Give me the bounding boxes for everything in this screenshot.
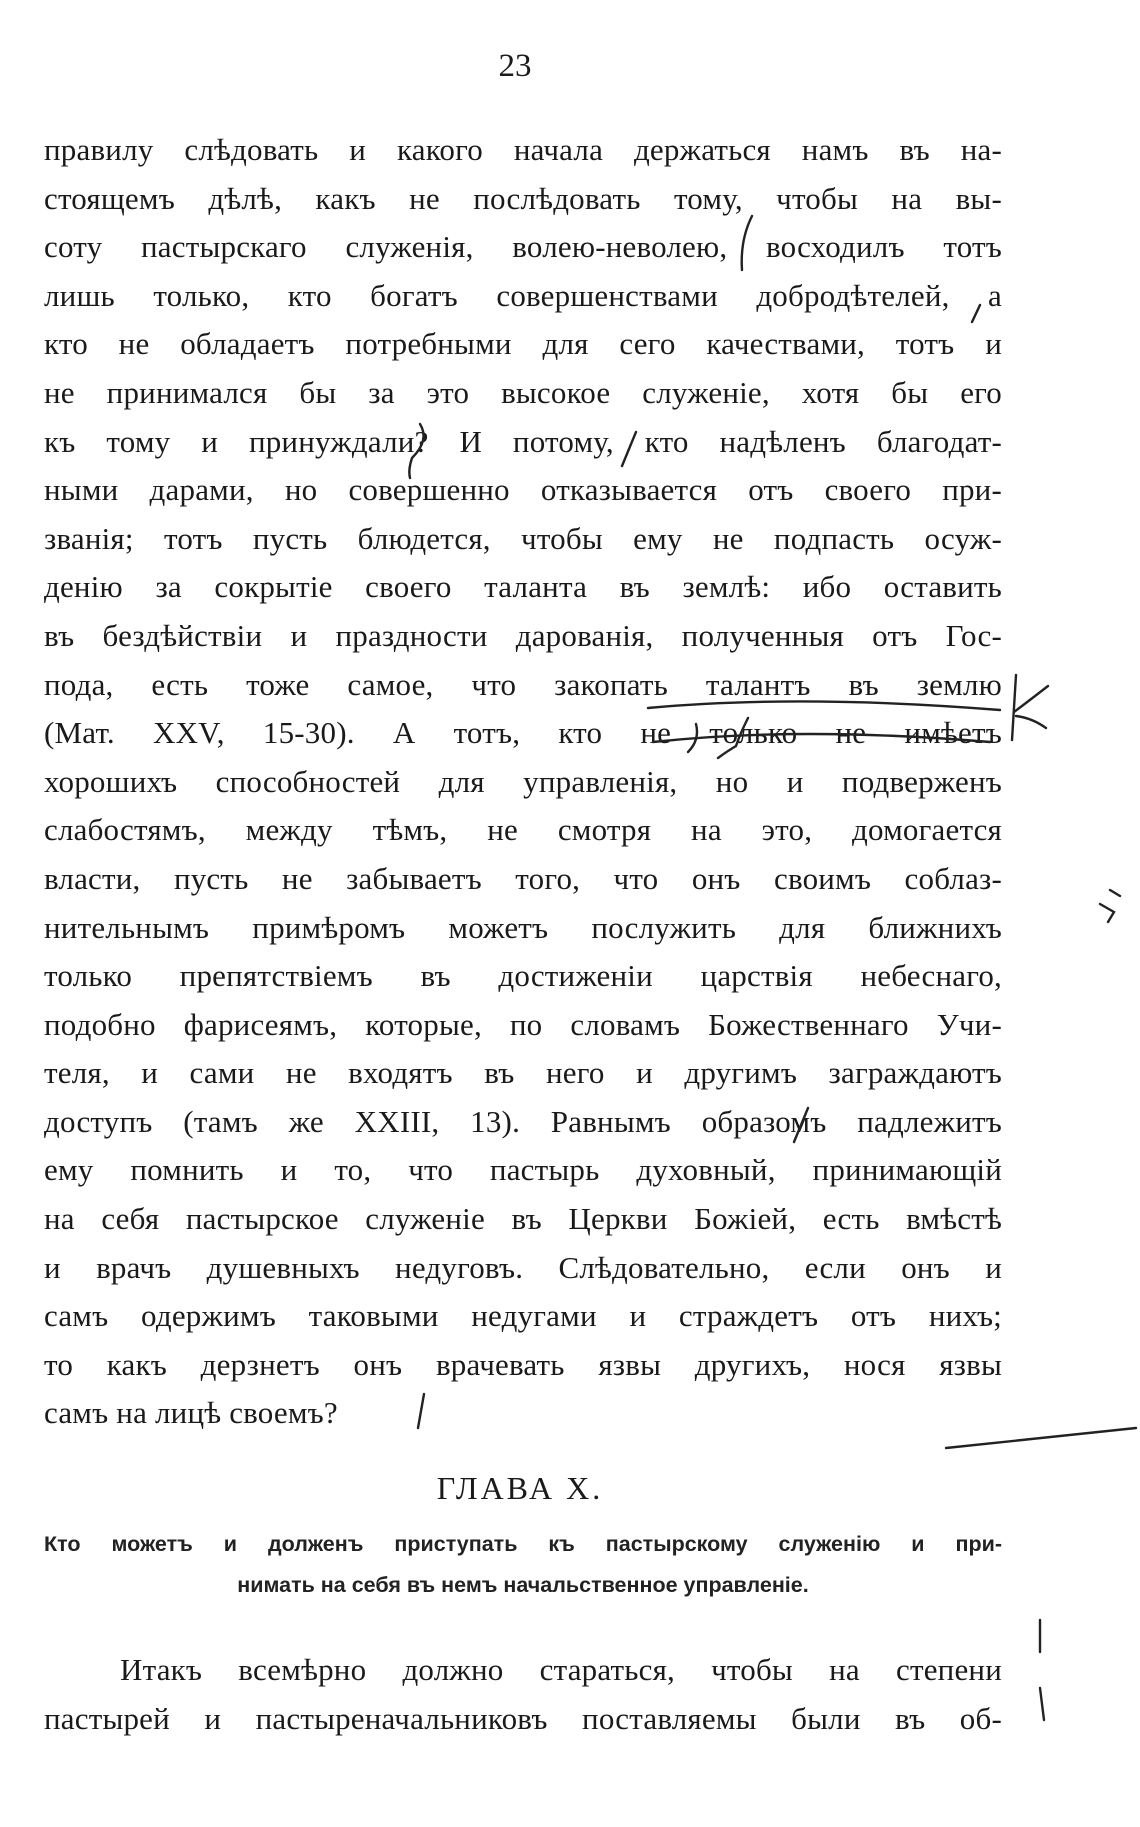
text-line: въ бездѣйствіи и праздности дарованія, полученныя отъ Гос-: [44, 617, 1002, 653]
text-line: званія; тотъ пусть блюдется, чтобы ему не подпасть осуж-: [44, 520, 1002, 556]
text-line: подобно фарисеямъ, которые, по словамъ Божественнаго Учи-: [44, 1006, 1002, 1042]
text-line: правилу слѣдовать и какого начала держаться намъ въ на-: [44, 132, 1002, 167]
text-line: и врачъ душевныхъ недуговъ. Слѣдовательно, если онъ и: [44, 1249, 1002, 1285]
pencil-margin-tick-mark: [1040, 1688, 1044, 1720]
text-line: кто не обладаетъ потребными для сего качествами, тотъ и: [44, 326, 1002, 362]
chapter-subtitle: [44, 1524, 1002, 1606]
chapter-subtitle-line: нимать на себя въ немъ начальственное управленіе.: [237, 1573, 809, 1597]
text-line: пастырей и пастыреначальниковъ поставляемы были въ об-: [44, 1700, 1002, 1736]
text-line: нительнымъ примѣромъ можетъ послужить для ближнихъ: [44, 909, 1002, 945]
text-line: ными дарами, но совершенно отказывается отъ своего при-: [44, 472, 1002, 508]
text-line: лишь только, кто богатъ совершенствами добродѣтелей, а: [44, 277, 1002, 313]
text-line: не принимался бы за это высокое служеніе, хотя бы его: [44, 374, 1002, 410]
text-line: доступъ (тамъ же XXIII, 13). Равнымъ образомъ падлежитъ: [44, 1103, 1002, 1139]
page-number: 23: [498, 48, 532, 84]
text-line: стоящемъ дѣлѣ, какъ не послѣдовать тому, чтобы на вы-: [44, 180, 1002, 216]
continued-text: [44, 1646, 1002, 1743]
text-line: соту пастырскаго служенія, волею-неволею, восходилъ тотъ: [44, 229, 1002, 265]
text-line: на себя пастырское служеніе въ Церкви Божіей, есть вмѣстѣ: [44, 1201, 1002, 1237]
text-line: самъ одержимъ таковыми недугами и страждетъ отъ нихъ;: [44, 1298, 1002, 1334]
text-line: то какъ дерзнетъ онъ врачевать язвы другихъ, нося язвы: [44, 1346, 1002, 1382]
text-line: ему помнить и то, что пастырь духовный, принимающій: [44, 1152, 1002, 1188]
text-line: къ тому и принуждали? И потому, кто надѣленъ благодат-: [44, 423, 1002, 459]
text-line: хорошихъ способностей для управленія, но и подверженъ: [44, 763, 1002, 799]
text-line: (Мат. XXV, 15-30). А тотъ, кто не только не имѣетъ: [44, 715, 1002, 751]
pencil-margin-letter-mark: [1012, 675, 1048, 740]
chapter-subtitle-line: Кто можетъ и долженъ приступать къ пастырскому служенію и при-: [44, 1532, 1002, 1556]
text-line: только препятствіемъ въ достиженіи царствія небеснаго,: [44, 958, 1002, 994]
text-line: Итакъ всемѣрно должно стараться, чтобы на степени: [120, 1652, 1002, 1687]
text-line: самъ на лицѣ своемъ?: [44, 1395, 338, 1431]
chapter-title: ГЛАВА X.: [436, 1470, 604, 1506]
text-line: слабостямъ, между тѣмъ, не смотря на это, домогается: [44, 812, 1002, 848]
pencil-margin-dot-mark: [1100, 890, 1120, 922]
text-line: власти, пусть не забываетъ того, что онъ своимъ соблаз-: [44, 860, 1002, 896]
body-text: [44, 126, 1002, 1438]
text-line: теля, и сами не входятъ въ него и другимъ заграждаютъ: [44, 1055, 1002, 1091]
text-line: денію за сокрытіе своего таланта въ землѣ: ибо оставить: [44, 569, 1002, 605]
text-line: пода, есть тоже самое, что закопать талантъ въ землю: [44, 666, 1002, 702]
